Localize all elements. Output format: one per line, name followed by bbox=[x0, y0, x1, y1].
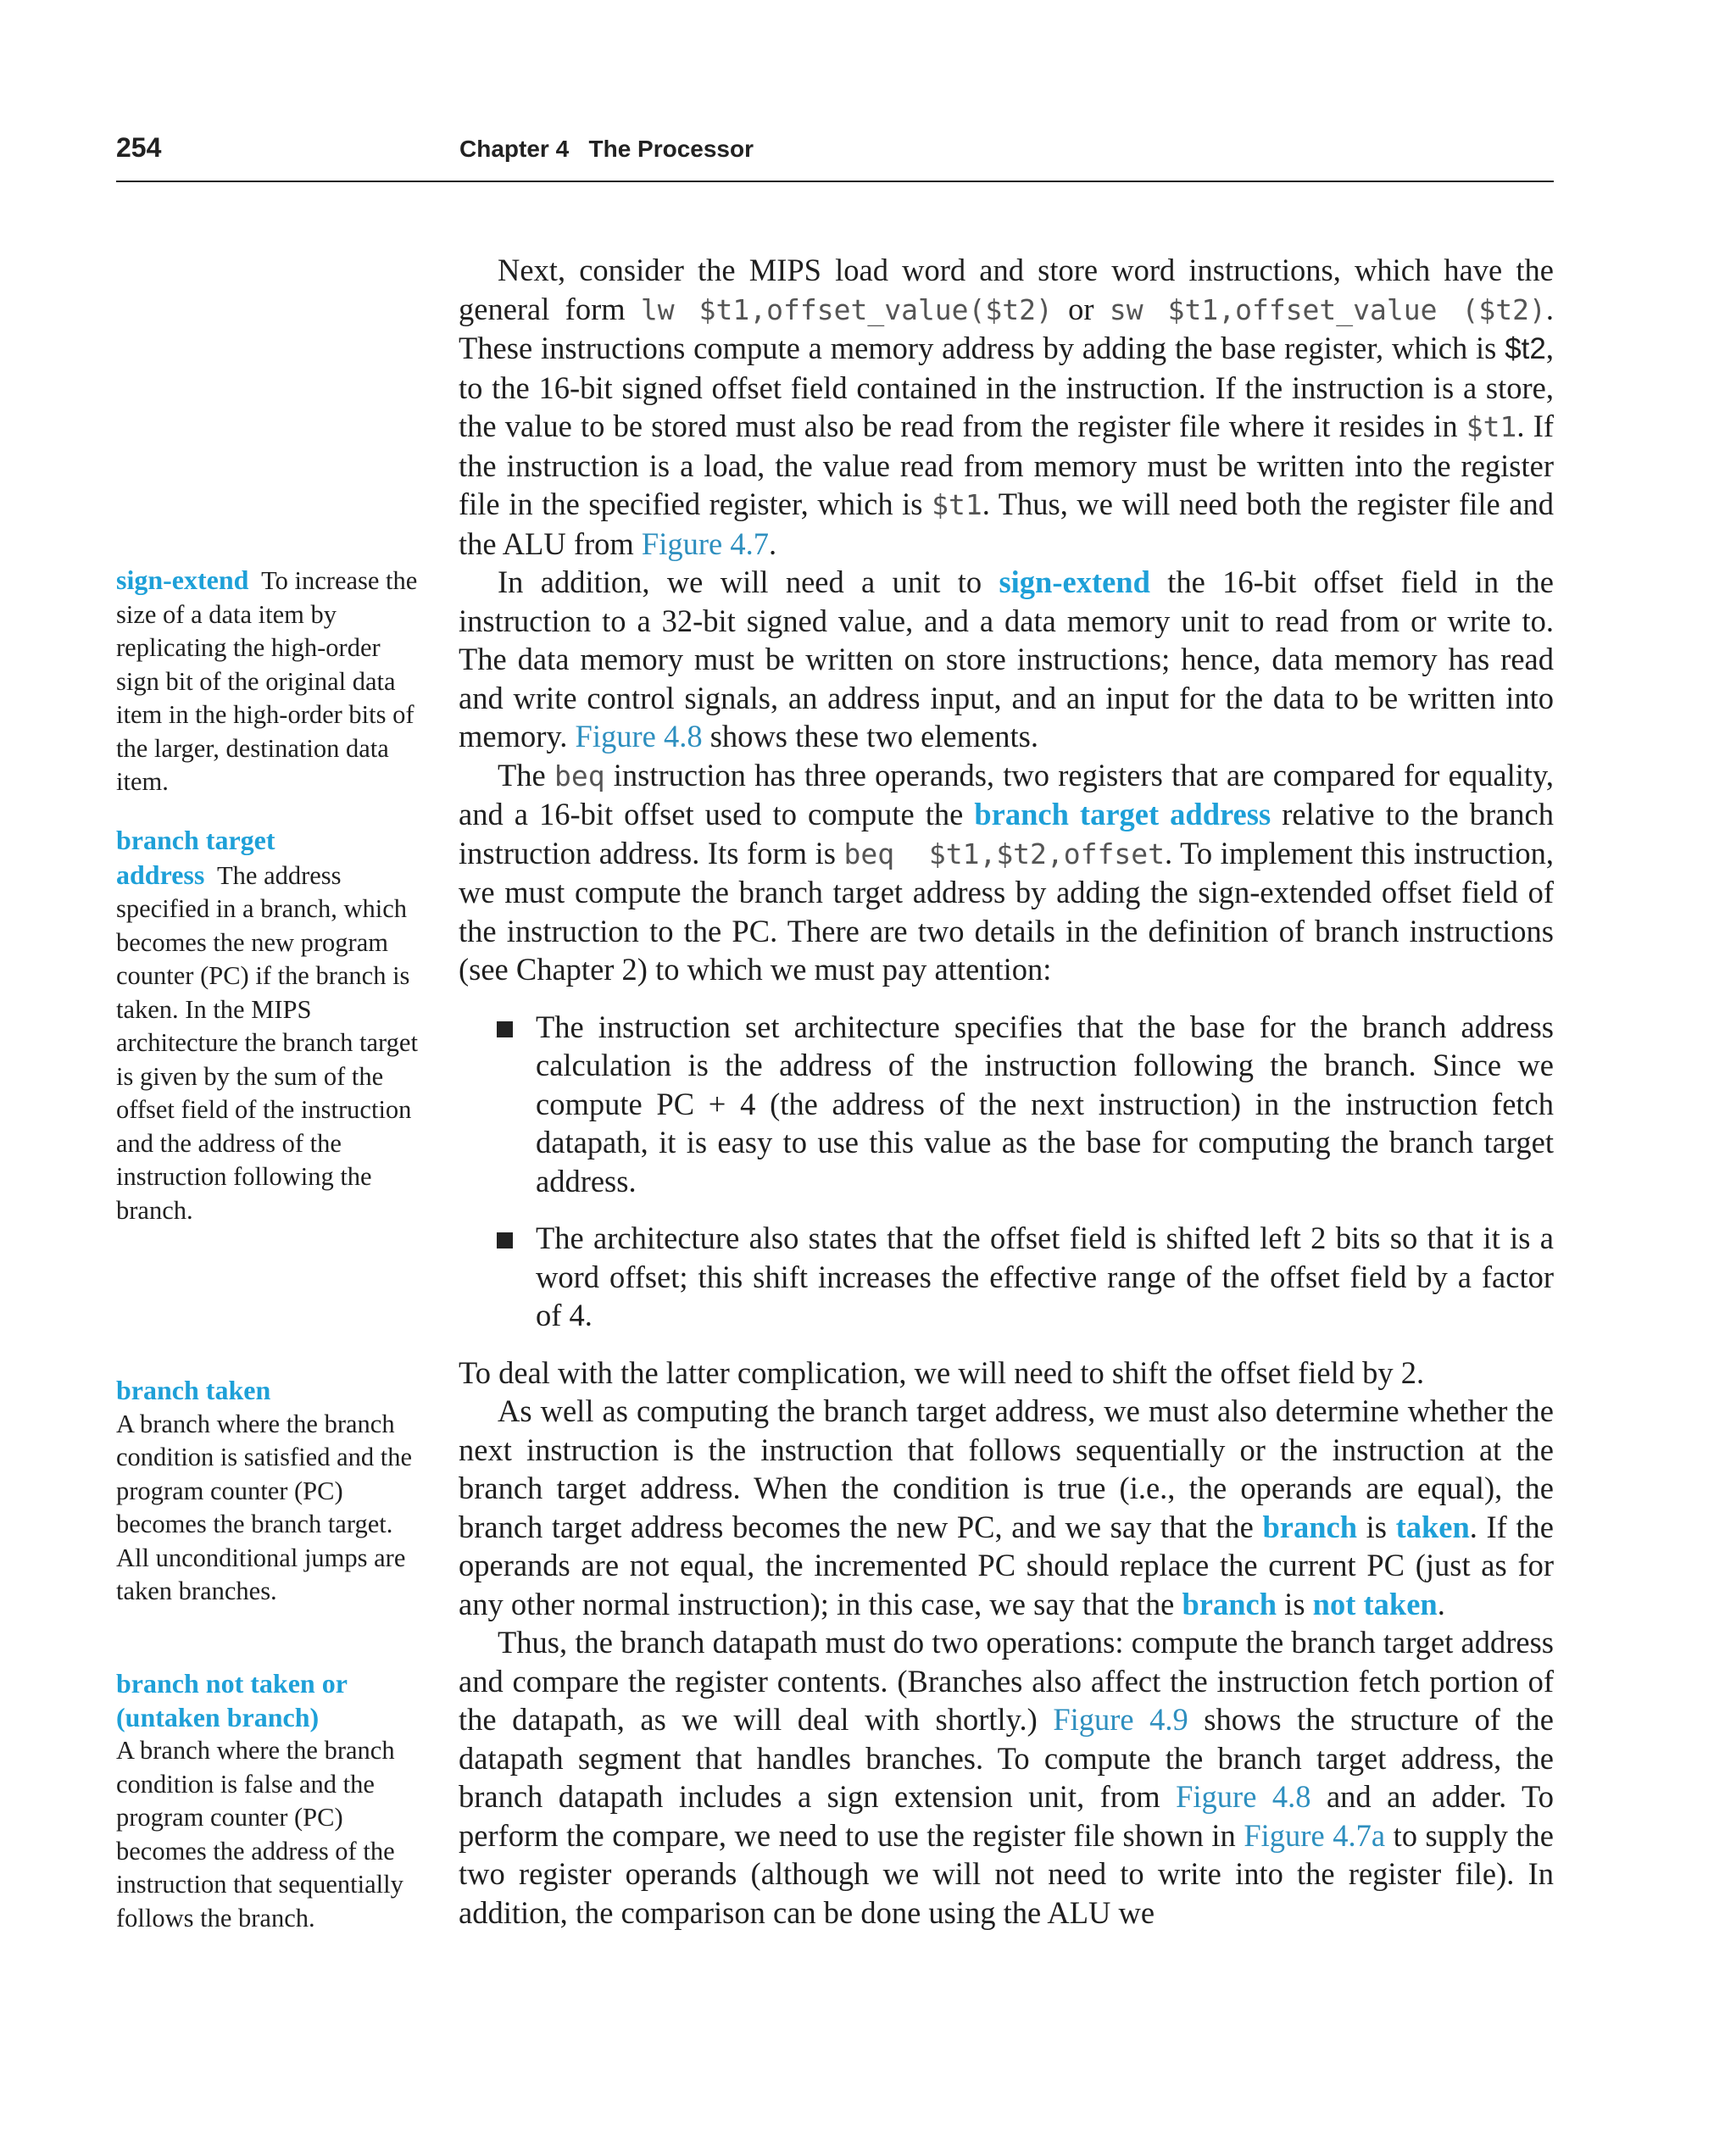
margin-term: address bbox=[116, 859, 205, 890]
keyword-branch-target-address: branch target address bbox=[974, 797, 1271, 831]
margin-term: (untaken branch) bbox=[116, 1701, 320, 1732]
margin-note-branch-taken bbox=[116, 1374, 421, 1609]
paragraph-sign-extend: In addition, we will need a unit to sign-extend the 16-bit offset field in the instruction to a 32-bit signed value, and a data memory unit to read from or write to. The data memory must be written on store instructions; hence, data memory has read and write control signals, an address input, and an input for the data to be written into memory. Figure 4.8 shows these two elements. bbox=[459, 564, 1554, 754]
keyword-taken: taken bbox=[1395, 1509, 1470, 1544]
figure-link-4-7a[interactable]: Figure 4.7a bbox=[1244, 1817, 1386, 1853]
bullet-list bbox=[459, 1008, 1554, 1335]
margin-note-branch-not-taken bbox=[116, 1667, 421, 1935]
paragraph-beq: The beq instruction has three operands, two registers that are compared for equality, and a 16-bit offset used to compute the branch target address relative to the branch instruction address. Its form is beq $t1,$t2,offset. To implement this instruction, we must compute the branch target address by adding the sign-extended offset field of the instruction to the PC. There are two details in the definition of branch instructions (see Chapter 2) to which we must pay attention: bbox=[459, 757, 1555, 987]
figure-link-4-8[interactable]: Figure 4.8 bbox=[575, 719, 703, 754]
paragraph-branch-taken: As well as computing the branch target address, we must also determine whether the next instruction is the instruction that follows sequentially or the instruction at the branch target address. When the condition is true (i.e., the operands are equal), the branch target address becomes the new PC, and we say that the branch is taken. If the operands are not equal, the incremented PC should replace the current PC (just as for any other normal instruction); in this case, we say that the branch is not taken. bbox=[459, 1393, 1554, 1621]
square-bullet-icon bbox=[497, 1232, 513, 1248]
code-lw: lw $t1,offset_value($t2) bbox=[640, 292, 1053, 326]
keyword-branch: branch bbox=[1262, 1509, 1358, 1544]
square-bullet-icon bbox=[497, 1021, 513, 1037]
paragraph-latter-complication: To deal with the latter complication, we will need to shift the offset field by 2. bbox=[459, 1354, 1425, 1390]
figure-link-4-7[interactable]: Figure 4.7 bbox=[641, 526, 769, 561]
margin-note-sign-extend bbox=[116, 564, 421, 799]
code-beq-form: beq $t1,$t2,offset bbox=[843, 837, 1165, 870]
header-rule bbox=[116, 181, 1554, 182]
margin-definition: To increase the size of a data item by replicating the high-order sign bit of the original data item in the high-order bits of the larger, destination data item. bbox=[116, 566, 418, 796]
code-t2: $t2 bbox=[1505, 332, 1546, 365]
code-beq: beq bbox=[554, 759, 605, 792]
code-sw: sw $t1,offset_value ($t2) bbox=[1109, 292, 1546, 326]
list-item: The architecture also states that the offset field is shifted left 2 bits so that it is a word offset; this shift increases the effective range of the offset field by a factor of 4. bbox=[459, 1219, 1554, 1335]
list-item: The instruction set architecture specifies that the base for the branch address calculation is the address of the instruction following the branch. Since we compute PC + 4 (the address of the next instruction) in the instruction fetch datapath, it is easy to use this value as the base for computing the branch target address. bbox=[459, 1008, 1554, 1201]
keyword-not-taken: not taken bbox=[1312, 1586, 1438, 1621]
figure-link-4-9[interactable]: Figure 4.9 bbox=[1053, 1702, 1188, 1737]
margin-definition: The address specified in a branch, which becomes the new program counter (PC) if the branch is taken. In the MIPS architecture the branch target is given by the sum of the offset field of the instruction and the address of the instruction following the branch. bbox=[116, 860, 418, 1225]
running-head: Chapter 4 The Processor bbox=[459, 136, 754, 162]
margin-term: branch taken bbox=[116, 1375, 271, 1405]
figure-link-4-8[interactable]: Figure 4.8 bbox=[1176, 1779, 1311, 1814]
margin-term: branch not taken or bbox=[116, 1668, 348, 1699]
margin-definition: A branch where the branch condition is satisfied and the program counter (PC) becomes the branch target. All unconditional jumps are taken branches. bbox=[116, 1409, 412, 1605]
page-number: 254 bbox=[116, 132, 162, 163]
page-header bbox=[116, 132, 1554, 183]
margin-note-branch-target-address bbox=[116, 824, 421, 1227]
main-text bbox=[459, 251, 1554, 1932]
code-t1: $t1 bbox=[1466, 410, 1517, 443]
keyword-sign-extend: sign-extend bbox=[999, 564, 1150, 599]
margin-term: sign-extend bbox=[116, 564, 249, 595]
code-t1: $t1 bbox=[932, 488, 982, 521]
margin-term: branch target bbox=[116, 825, 275, 855]
paragraph-branch-datapath: Thus, the branch datapath must do two operations: compute the branch target address and compare the register contents. (Branches also affect the instruction fetch portion of the datapath, as we will deal with shortly.) Figure 4.9 shows the structure of the datapath segment that handles branches. To compute the branch target address, the branch datapath includes a sign extension unit, from Figure 4.8 and an adder. To perform the compare, we need to use the register file shown in Figure 4.7a to supply the two register operands (although we will not need to write into the register file). In addition, the comparison can be done using the ALU we bbox=[459, 1625, 1555, 1930]
margin-definition: A branch where the branch condition is false and the program counter (PC) becomes the address of the instruction that sequentially follows the branch. bbox=[116, 1736, 403, 1932]
keyword-branch: branch bbox=[1182, 1586, 1277, 1621]
paragraph-load-store: Next, consider the MIPS load word and store word instructions, which have the general form lw $t1,offset_value($t2) or sw $t1,offset_value ($t2). These instructions compute a memory address by adding the base register, which is $t2, to the 16-bit signed offset field contained in the instruction. If the instruction is a store, the value to be stored must also be read from the register file where it resides in $t1. If the instruction is a load, the value read from memory must be written into the register file in the specified register, which is $t1. Thus, we will need both the register file and the ALU from Figure 4.7. bbox=[459, 253, 1554, 561]
